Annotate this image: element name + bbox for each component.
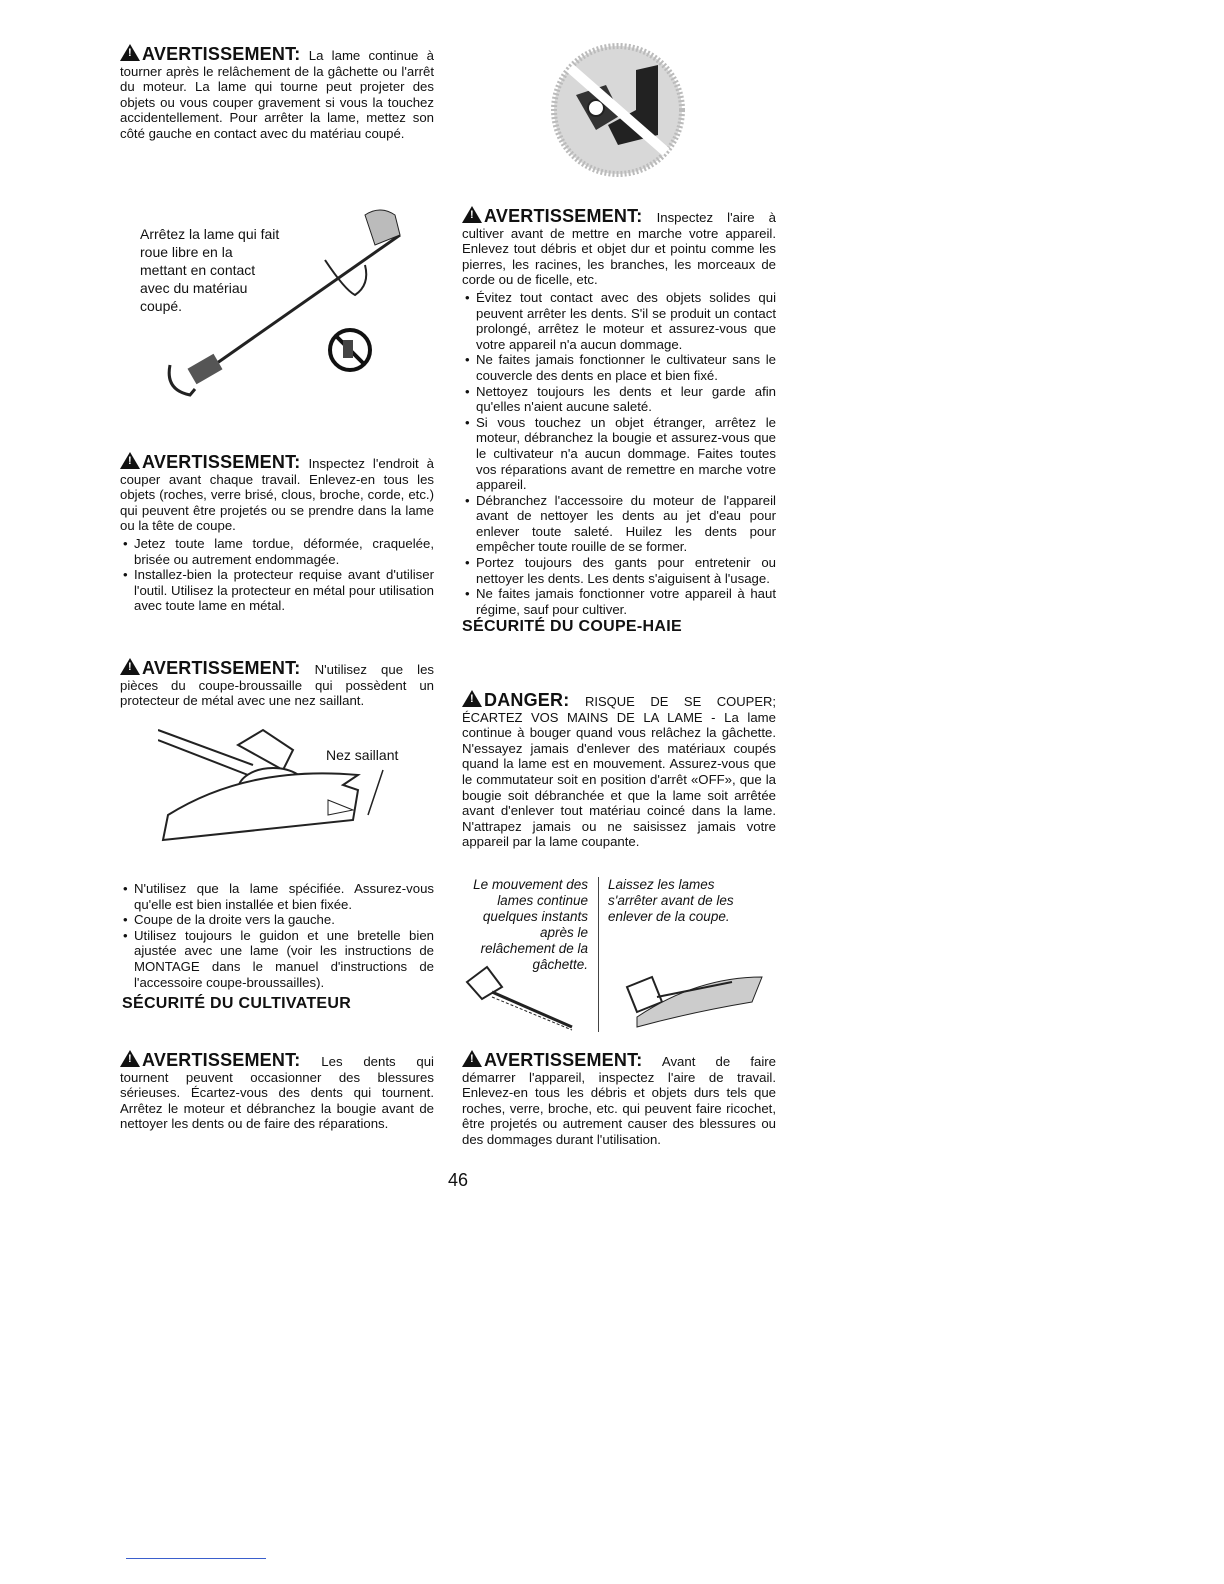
warning-text: La lame continue à tourner après le relâchement de la gâchette ou l'arrêt du moteur. La lame qui tourne peut projeter des objets ou vous couper gravement si vous la touchez accidentellement. Pour arrêter la lame, mettez son côté gauche en contact avec du matériau coupé. (120, 48, 434, 141)
warning-text: N'utilisez que les pièces du coupe-broussaille qui possèdent un protecteur de métal avec une nez saillant. (120, 662, 434, 709)
warning-triangle-icon (120, 44, 140, 61)
list-item: • Utilisez toujours le guidon et une bretelle bien ajustée avec une lame (voir les instructions de MONTAGE dans le manuel d'instructions de l'accessoire coupe-broussailles). (134, 928, 434, 990)
figure-caption-left: Le mouvement des lames continue quelques instants après le relâchement de la gâchette. (473, 877, 588, 972)
warning-heading: AVERTISSEMENT: (484, 1050, 643, 1070)
prohibition-sign (548, 40, 688, 180)
blade-bullets (120, 881, 434, 1012)
footer-rule (126, 1558, 266, 1559)
list-item: • Si vous touchez un objet étranger, arrêtez le moteur, débranchez la bougie et assurez-vous que le cultivateur n'a aucun dommage. Faites toutes vos réparations avant de remettre en marche votre appareil. (476, 415, 776, 493)
danger-hedge-blade (462, 690, 776, 850)
figure-stop-blade (140, 195, 440, 410)
list-item: • Ne faites jamais fonctionner le cultivateur sans le couvercle des dents en place et bien fixé. (476, 352, 776, 383)
warning-triangle-icon (462, 1050, 482, 1067)
list-item: • Portez toujours des gants pour entretenir ou nettoyer les dents. Les dents s'aiguisent à l'usage. (476, 555, 776, 586)
list-item: • Nettoyez toujours les dents et leur garde afin qu'elles n'aient aucune saleté. (476, 384, 776, 415)
figure-hedge (462, 877, 782, 1037)
guard-label: Nez saillant (326, 747, 399, 763)
warning-triangle-icon (120, 658, 140, 675)
no-hands-icon (548, 40, 688, 180)
warning-bullets (120, 536, 434, 614)
list-item: • Jetez toute lame tordue, déformée, craquelée, brisée ou autrement endommagée. (134, 536, 434, 567)
warning-heading: AVERTISSEMENT: (484, 206, 643, 226)
warning-start-inspect (462, 1050, 776, 1148)
warning-metal-guard (120, 658, 434, 709)
warning-heading: AVERTISSEMENT: (142, 1050, 301, 1070)
warning-inspect-area (120, 452, 434, 614)
warning-text: Avant de faire démarrer l'appareil, inspectez l'aire de travail. Enlevez-en tous les débris et objets durs tels que roches, verre, broche, etc. qui peuvent faire ricochet, être projetés ou autrement causer des blessures ou des dommages durant l'utilisation. (462, 1054, 776, 1147)
warning-triangle-icon (462, 206, 482, 223)
warning-heading: AVERTISSEMENT: (142, 44, 301, 64)
warning-cultivate-area (462, 206, 776, 635)
warning-heading: AVERTISSEMENT: (142, 452, 301, 472)
list-item: • Installez-bien la protecteur requise avant d'utiliser l'outil. Utilisez la protecteur en métal pour utilisation avec toute lame en métal. (134, 567, 434, 614)
danger-lead: RISQUE DE SE COUPER; ÉCARTEZ VOS MAINS DE LA LAME - (462, 694, 776, 725)
warning-triangle-icon (120, 452, 140, 469)
warning-bullets (462, 290, 776, 617)
list-item: • Ne faites jamais fonctionner votre appareil à haut régime, sauf pour cultiver. (476, 586, 776, 617)
list-item: • N'utilisez que la lame spécifiée. Assurez-vous qu'elle est bien installée et bien fixée. (134, 881, 434, 912)
hedge-illustration (462, 877, 782, 1037)
warning-text: Inspectez l'aire à cultiver avant de mettre en marche votre appareil. Enlevez tout débris et objet dur et pointu comme les pierres, les racines, les branches, les morceaux de corde ou de ficelle, etc. (462, 210, 777, 288)
warning-triangle-icon (462, 690, 482, 707)
page-number: 46 (448, 1170, 469, 1190)
warning-text: Inspectez l'endroit à couper avant chaque travail. Enlevez-en tous les objets (roches, verre brisé, clous, broche, corde, etc.) qui peuvent être projetés ou se prendre dans la lame ou la tête de coupe. (120, 456, 434, 534)
list-item: • Coupe de la droite vers la gauche. (134, 912, 434, 928)
warning-blade-coast (120, 44, 434, 142)
figure-caption: Arrêtez la lame qui fait roue libre en la mettant en contact avec du matériau coupé. (140, 226, 280, 314)
figure-caption-right: Laissez les lames s'arrêter avant de les enlever de la coupe. (608, 877, 734, 924)
guard-illustration (158, 715, 418, 865)
blade-bullet-list (120, 881, 434, 990)
warning-triangle-icon (120, 1050, 140, 1067)
section-heading: SÉCURITÉ DU COUPE-HAIE (462, 618, 682, 636)
warning-heading: AVERTISSEMENT: (142, 658, 301, 678)
section-heading: SÉCURITÉ DU CULTIVATEUR (122, 995, 352, 1013)
warning-cultivator-tines (120, 1050, 434, 1132)
trimmer-illustration (140, 195, 440, 410)
danger-text: La lame continue à bouger quand vous relâchez la gâchette. N'essayez jamais d'enlever des matériaux coupés quand la lame est en mouvement. Assurez-vous que le commutateur soit en position d'arrêt «OFF», que la bougie soit débranchée et que la lame soit arrêtée avant d'enlever tout matériau coincé dans la lame. N'attrapez jamais ou ne saisissez jamais votre appareil par la lame coupante. (462, 709, 776, 850)
list-item: • Évitez tout contact avec des objets solides qui peuvent arrêter les dents. S'il se produit un contact prolongé, arrêtez le moteur et assurez-vous que votre appareil n'a aucun dommage. (476, 290, 776, 352)
list-item: • Débranchez l'accessoire du moteur de l'appareil avant de nettoyer les dents au jet d'eau pour enlever toute saleté. Huilez les dents pour empêcher toute rouille de se former. (476, 493, 776, 555)
danger-heading: DANGER: (484, 690, 570, 710)
warning-text: Les dents qui tournent peuvent occasionner des blessures sérieuses. Écartez-vous des dents qui tournent. Arrêtez le moteur et débranchez la bougie avant de nettoyer les dents ou de faire des réparations. (120, 1054, 434, 1132)
figure-guard (158, 715, 418, 865)
